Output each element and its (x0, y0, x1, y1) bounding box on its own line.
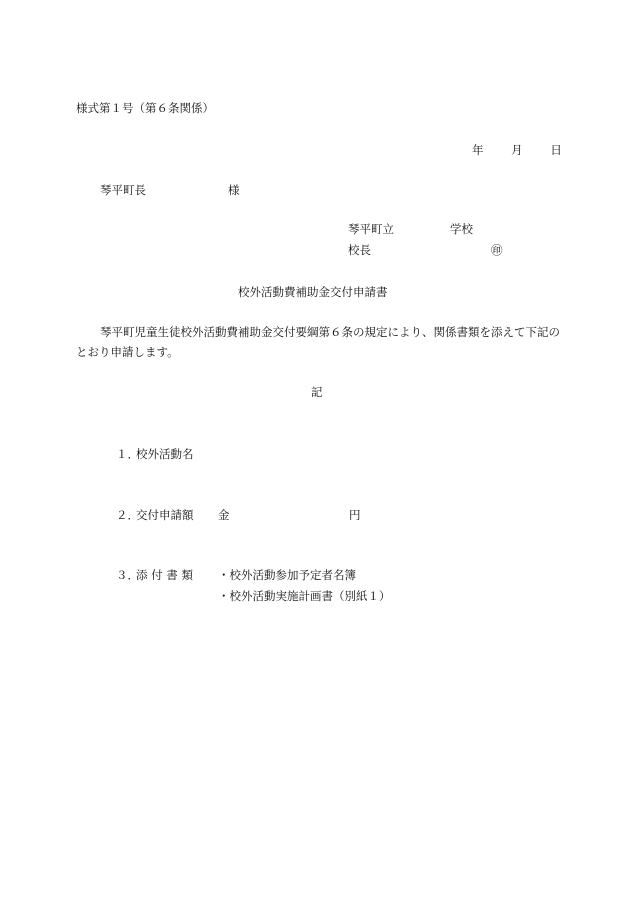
item-activity-name (116, 445, 194, 463)
seal-mark: ㊞ (491, 243, 503, 257)
attachment-list (218, 566, 391, 608)
attachment-item: ・校外活動実施計画書（別紙１） (218, 589, 391, 603)
addressee (100, 181, 240, 199)
school-suffix: 学校 (450, 222, 473, 236)
item-label: 交付申請額 (136, 508, 194, 522)
addressee-name: 琴平町長 (100, 183, 146, 197)
item-label: 添 付 書 類 (136, 568, 193, 582)
application-statement: 琴平町児童生徒校外活動費補助金交付要綱第６条の規定により、関係書類を添えて下記のとおり申請します。 (76, 325, 560, 360)
principal-label: 校長 (348, 243, 371, 257)
date-line (472, 141, 562, 159)
item-number: １． (116, 447, 139, 461)
ki-heading: 記 (311, 385, 323, 399)
item-attachments (116, 566, 391, 603)
date-year-label: 年 (472, 143, 484, 157)
amount-suffix: 円 (349, 508, 361, 522)
form-number-label: 様式第１号（第６条関係） (76, 101, 214, 115)
item-number: ２． (116, 508, 139, 522)
addressee-honorific: 様 (228, 183, 240, 197)
document-title: 校外活動費補助金交付申請書 (238, 285, 388, 299)
amount-prefix: 金 (218, 508, 230, 522)
date-month-label: 月 (511, 143, 523, 157)
applicant-principal-row (348, 241, 503, 262)
item-requested-amount (116, 506, 361, 524)
item-label: 校外活動名 (136, 447, 194, 461)
item-number: ３． (116, 568, 139, 582)
applicant-school-row (348, 220, 503, 241)
school-prefix: 琴平町立 (348, 222, 394, 236)
attachment-item: ・校外活動参加予定者名簿 (218, 568, 356, 582)
applicant-block (348, 220, 503, 262)
date-day-label: 日 (550, 143, 562, 157)
